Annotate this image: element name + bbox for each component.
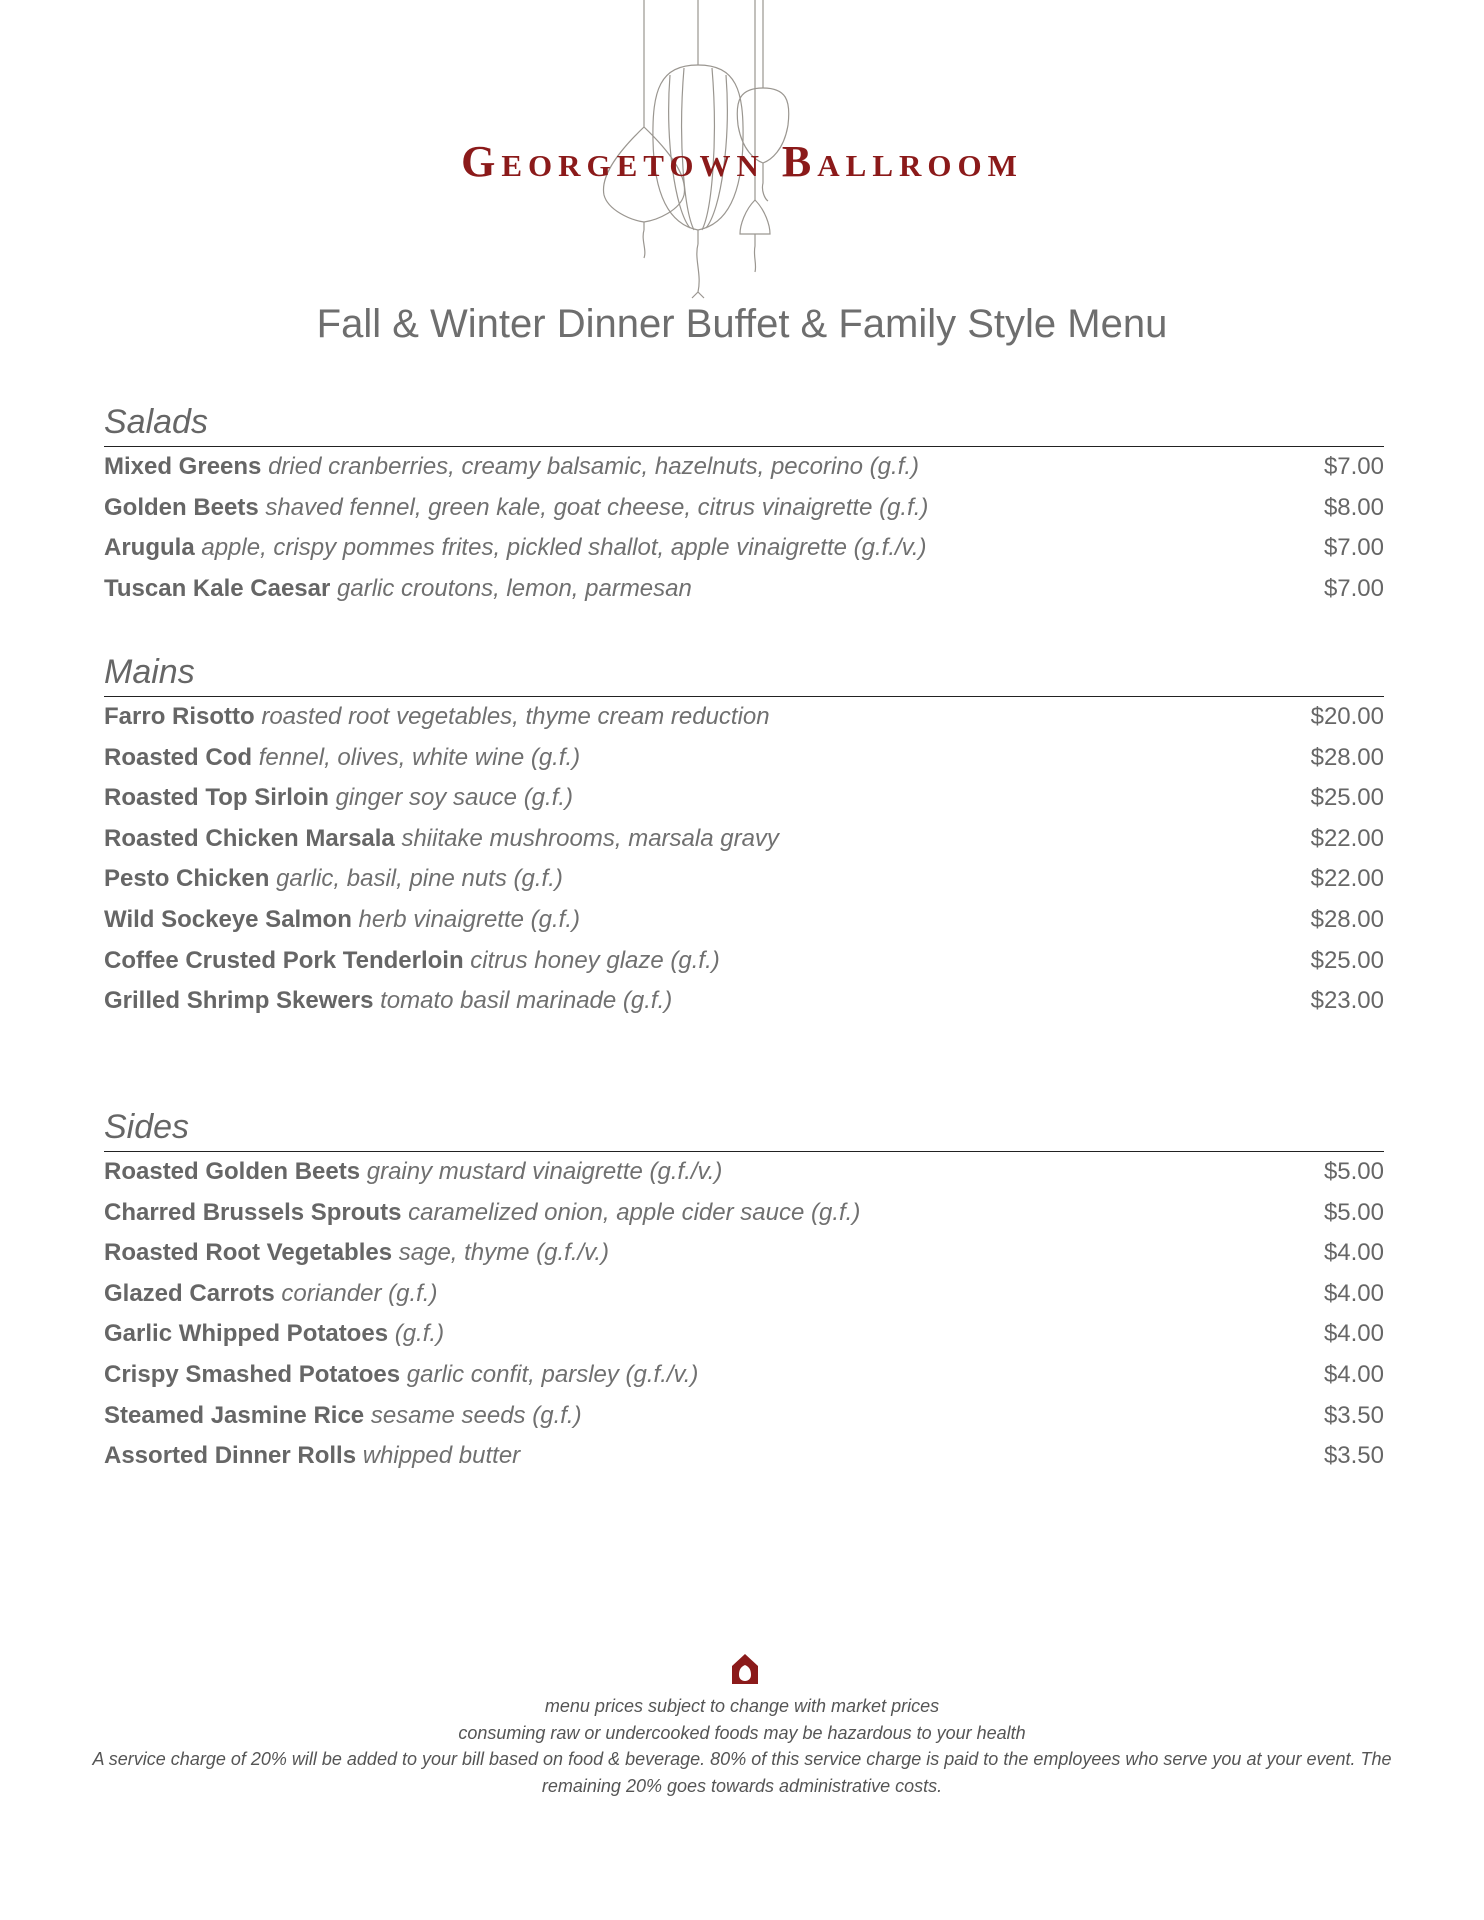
- item-name: Charred Brussels Sprouts: [104, 1198, 402, 1226]
- item-name: Golden Beets: [104, 493, 259, 521]
- menu-section-mains: [104, 652, 1384, 1022]
- menu-item: [104, 941, 1384, 982]
- item-price: $7.00: [1323, 534, 1384, 562]
- item-name: Roasted Chicken Marsala: [104, 824, 395, 852]
- item-name: Tuscan Kale Caesar: [104, 574, 331, 602]
- item-description: shiitake mushrooms, marsala gravy: [401, 824, 779, 852]
- item-name: Steamed Jasmine Rice: [104, 1401, 365, 1429]
- item-name: Mixed Greens: [104, 453, 262, 480]
- item-name: Wild Sockeye Salmon: [104, 905, 352, 933]
- item-description: sage, thyme (g.f./v.): [398, 1239, 610, 1267]
- item-description: garlic, basil, pine nuts (g.f.): [276, 865, 563, 893]
- menu-item: [104, 1274, 1384, 1315]
- section-heading: Mains: [104, 653, 195, 691]
- item-description: citrus honey glaze (g.f.): [470, 946, 720, 974]
- item-price: $3.50: [1323, 1442, 1384, 1470]
- item-description: sesame seeds (g.f.): [370, 1401, 582, 1429]
- footer-line: menu prices subject to change with market prices: [544, 1696, 940, 1716]
- menu-item: [104, 981, 1384, 1022]
- item-price: $5.00: [1323, 1198, 1384, 1226]
- item-description: coriander (g.f.): [281, 1279, 438, 1307]
- menu-item: [104, 738, 1384, 779]
- item-description: grainy mustard vinaigrette (g.f./v.): [366, 1158, 723, 1185]
- item-name: Crispy Smashed Potatoes: [104, 1360, 401, 1388]
- item-description: caramelized onion, apple cider sauce (g.f.): [408, 1198, 861, 1226]
- menu-item: [104, 1436, 1384, 1477]
- item-name: Farro Risotto: [104, 703, 255, 730]
- item-price: $7.00: [1323, 574, 1384, 602]
- item-price: $28.00: [1310, 743, 1384, 771]
- item-name: Glazed Carrots: [104, 1279, 275, 1307]
- item-description: roasted root vegetables, thyme cream reduction: [261, 703, 770, 730]
- item-price: $23.00: [1310, 987, 1384, 1015]
- house-arch-icon: [732, 1654, 758, 1684]
- item-name: Coffee Crusted Pork Tenderloin: [104, 946, 464, 974]
- item-name: Pesto Chicken: [104, 865, 270, 893]
- item-price: $4.00: [1323, 1320, 1384, 1348]
- section-heading: Sides: [104, 1108, 190, 1146]
- menu-item: [104, 1152, 1384, 1193]
- item-price: $5.00: [1323, 1158, 1384, 1185]
- item-description: ginger soy sauce (g.f.): [335, 784, 574, 812]
- footer-line: A service charge of 20% will be added to your bill based on food & beverage. 80% of this service charge is paid to the employees who serve you at your event. The remaining 20% goes towards administrative costs.: [92, 1749, 1392, 1796]
- item-price: $22.00: [1310, 865, 1384, 893]
- item-description: whipped butter: [362, 1442, 521, 1470]
- item-description: (g.f.): [394, 1320, 445, 1348]
- item-description: apple, crispy pommes frites, pickled shallot, apple vinaigrette (g.f./v.): [201, 534, 927, 562]
- item-price: $4.00: [1323, 1360, 1384, 1388]
- item-price: $28.00: [1310, 905, 1384, 933]
- item-name: Roasted Cod: [104, 743, 253, 771]
- item-price: $22.00: [1310, 824, 1384, 852]
- item-name: Grilled Shrimp Skewers: [104, 987, 374, 1015]
- menu-item: [104, 859, 1384, 900]
- item-name: Roasted Golden Beets: [104, 1158, 361, 1185]
- menu-item: [104, 569, 1384, 610]
- item-price: $20.00: [1310, 703, 1384, 730]
- item-description: herb vinaigrette (g.f.): [358, 905, 580, 933]
- item-description: tomato basil marinade (g.f.): [380, 987, 673, 1015]
- item-price: $25.00: [1310, 946, 1384, 974]
- item-name: Roasted Root Vegetables: [104, 1239, 393, 1267]
- item-name: Arugula: [104, 534, 195, 562]
- menu-item: [104, 447, 1384, 488]
- menu-title: Fall & Winter Dinner Buffet & Family Style Menu: [316, 302, 1168, 346]
- item-description: shaved fennel, green kale, goat cheese, citrus vinaigrette (g.f.): [265, 493, 929, 521]
- menu-section-sides: [104, 1107, 1384, 1477]
- menu-item: [104, 1396, 1384, 1437]
- menu-item: [104, 1355, 1384, 1396]
- item-description: garlic confit, parsley (g.f./v.): [406, 1360, 699, 1388]
- footer-notes: [90, 1693, 1394, 1799]
- menu-item: [104, 1314, 1384, 1355]
- item-price: $4.00: [1323, 1279, 1384, 1307]
- menu-item: [104, 900, 1384, 941]
- section-heading: Salads: [104, 403, 208, 441]
- item-price: $3.50: [1323, 1401, 1384, 1429]
- item-price: $4.00: [1323, 1239, 1384, 1267]
- footer-line: consuming raw or undercooked foods may be hazardous to your health: [458, 1722, 1026, 1743]
- menu-item: [104, 697, 1384, 738]
- menu-item: [104, 488, 1384, 529]
- item-price: $7.00: [1323, 453, 1384, 480]
- menu-section-salads: [104, 402, 1384, 609]
- item-name: Garlic Whipped Potatoes: [104, 1320, 389, 1348]
- item-description: dried cranberries, creamy balsamic, hazelnuts, pecorino (g.f.): [268, 453, 920, 480]
- item-price: $25.00: [1310, 784, 1384, 812]
- item-name: Roasted Top Sirloin: [104, 784, 329, 812]
- item-price: $8.00: [1323, 493, 1384, 521]
- menu-item: [104, 819, 1384, 860]
- item-description: fennel, olives, white wine (g.f.): [258, 743, 581, 771]
- menu-item: [104, 1233, 1384, 1274]
- menu-item: [104, 1193, 1384, 1234]
- menu-item: [104, 528, 1384, 569]
- menu-item: [104, 778, 1384, 819]
- item-name: Assorted Dinner Rolls: [104, 1442, 357, 1470]
- item-description: garlic croutons, lemon, parmesan: [337, 574, 692, 602]
- logo-wordmark: Georgetown Ballroom: [461, 137, 1023, 186]
